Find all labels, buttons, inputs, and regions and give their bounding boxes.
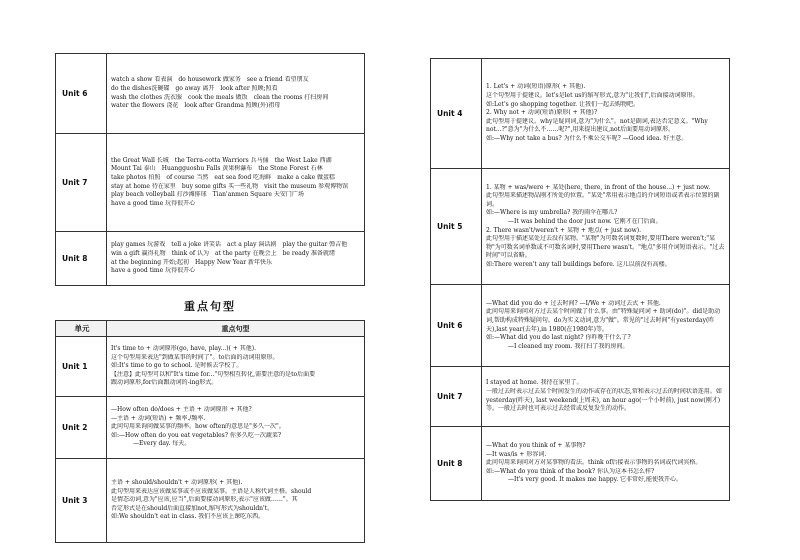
content-line: 如:—How often do you eat vegetables? 你多久吃一次蔬菜?: [111, 431, 282, 439]
content-line: 【注意】此句型可以和"It's time for..."句型相互转化,需要注意的是to后面要: [111, 370, 316, 378]
row-content: [482, 367, 730, 427]
content-line: take photos 拍照 of course 当然 eat sea food 吃海鲜 make a cake 做蛋糕: [111, 173, 336, 181]
content-line: 否定形式是在should后面直接加not,缩写形式为shouldn't。: [111, 504, 274, 512]
left-page: [55, 0, 365, 543]
content-line: play games 玩游戏 tell a joke 讲笑话 act a play 演话剧 play the guitar 弹吉他: [111, 241, 348, 249]
content-line: —What do you think of + 某事物?: [486, 442, 586, 450]
content-line: —What did you do + 过去时间? —I/We + 动词过去式 + 其他.: [486, 299, 661, 307]
content-line: —主语 + 动词(短语) + 频率./频率.: [111, 414, 206, 422]
content-line: 此问句用来询问对方过去某个时间做了什么事。由"特殊疑问词 + 助词(do)"。did是助动词,帮助构成特殊疑问句。do为实义动词,意为"做"。常见的"过去时间"有yesterday(昨天),last year(去年),in 1980(在1980年)等。: [486, 308, 721, 333]
content-line: It's time to + 动词原形(go, have, play...)( + 其他).: [111, 345, 256, 353]
row-content: [107, 459, 365, 543]
content-line: —I cleaned my room. 我打扫了我的房间。: [496, 342, 629, 350]
row-content: [107, 54, 365, 134]
unit-label: Unit 2: [56, 397, 107, 459]
table-row: [56, 232, 365, 286]
content-line: 此句型用于提建议。why是疑问词,意为"为什么"。not是副词,表达否定意义。"Why not...?"意为"为什么不……呢?",用来提出建议,not后面要用动词原形。: [486, 117, 708, 134]
content-line: —It was behind the door just now. 它刚才在门后面。: [496, 217, 662, 225]
content-line: 主语 + should/shouldn't + 动词原形( + 其他).: [111, 479, 243, 487]
content-line: do the dishes洗碗碟 go away 离开 look after 照顾;照看: [111, 84, 278, 92]
row-content: [482, 285, 730, 367]
table-row: [431, 59, 730, 169]
row-content: [482, 59, 730, 169]
unit-label: Unit 6: [431, 285, 482, 367]
content-line: 如:—Why not take a bus? 为什么不乘公交车呢? —Good idea. 好主意。: [486, 134, 688, 142]
table-row: [56, 337, 365, 397]
content-line: have a good time 玩得很开心: [111, 267, 196, 275]
unit-label: Unit 4: [431, 59, 482, 169]
content-line: 是情态动词,意为"应该,应当",后面要接动词原形,表示"应该做……"。其: [111, 496, 298, 504]
content-line: 1. 某物 + was/were + 某处(here, there, in front of the house...) + just now.: [486, 183, 711, 191]
row-content: [482, 427, 730, 501]
unit-label: Unit 7: [56, 134, 107, 232]
content-line: 1. Let's + 动词(短语)原形( + 其他).: [486, 83, 586, 91]
row-content: [107, 337, 365, 397]
row-content: [107, 134, 365, 232]
content-line: stay at home 待在家里 buy some gifts 买一些礼物 visit the museum 参观博物馆: [111, 182, 349, 190]
table-row: [56, 397, 365, 459]
content-line: watch a show 看表演 do housework 做家务 see a friend 看望朋友: [111, 76, 309, 84]
content-line: —It was/is + 形容词.: [486, 450, 547, 458]
table-header: [56, 321, 365, 337]
unit-label: Unit 3: [56, 459, 107, 543]
right-page: [430, 0, 730, 501]
unit-label: Unit 5: [431, 169, 482, 285]
content-line: 如:—What did you do last night? 你昨晚干什么了?: [486, 334, 631, 342]
table-row: [431, 427, 730, 501]
row-content: [482, 169, 730, 285]
content-line: 如:We shouldn't eat in class. 我们不应该上课吃东西。: [111, 513, 265, 521]
content-line: have a good time 玩得很开心: [111, 199, 196, 207]
sentence-table-right: [430, 58, 730, 501]
row-content: [107, 232, 365, 286]
content-line: wash the clothes 洗衣服 cook the meals 做饭 clean the rooms 打扫房间: [111, 93, 329, 101]
unit-label: Unit 8: [431, 427, 482, 501]
content-line: 2. Why not + 动词(短语)原形( + 其他)?: [486, 109, 598, 117]
header-pattern: 重点句型: [107, 321, 365, 337]
content-line: 此句型用来表达应该做某事或不应该做某事。主语是人称代词主格。should: [111, 487, 312, 495]
sentence-table-left: [55, 320, 365, 543]
unit-label: Unit 1: [56, 337, 107, 397]
content-line: the Great Wall 长城 the Terra-cotta Warriors 兵马俑 the West Lake 西湖: [111, 156, 332, 164]
content-line: 如:Let's go shopping together. 让我们一起去购物吧。: [486, 100, 639, 108]
content-line: at the beginning 开始;起初 Happy New Year 新年快乐: [111, 258, 273, 266]
unit-label: Unit 6: [56, 54, 107, 134]
content-line: —How often do/does + 主语 + 动词原形 + 其他?: [111, 406, 252, 414]
content-line: 这个句型用来表达"到做某事的时间了"。to后面的动词用原形。: [111, 353, 279, 361]
row-content: [107, 397, 365, 459]
content-line: 如:—What do you think of the book? 你认为这本书怎么样?: [486, 467, 655, 475]
table-row: [56, 459, 365, 543]
content-line: 此句型用来描述物品刚才所处的位置。"某处"常用表示地点的介词短语或者表示位置的副词。: [486, 192, 720, 208]
table-row: [56, 134, 365, 232]
content-line: 如:It's time to go to school. 是时候去学校了。: [111, 362, 243, 370]
unit-label: Unit 8: [56, 232, 107, 286]
section-title: 重点句型: [184, 300, 236, 313]
content-line: 如:There weren't any tall buildings before. 这儿以前没有高楼。: [486, 260, 671, 268]
content-line: 此问句用来询问做某事的频率。how often的意思是"多久一次"。: [111, 423, 285, 431]
content-line: 跟动词原形,for后面跟动词的-ing形式。: [111, 379, 218, 387]
header-unit: 单元: [56, 321, 107, 337]
content-line: win a gift 赢得礼物 think of 认为 at the party 在晚会上 be ready 准备就绪: [111, 249, 336, 257]
content-line: 这个句型用于提建议。let's是let us的缩写形式,意为"让我们",后面接动词原形。: [486, 92, 699, 100]
content-line: 一般过去时表示过去某个时间发生的动作或存在的状态,常和表示过去的时间状语连用。如yesterday(昨天), last weekend(上周末), an hour ago(一个小时前), just now(刚才)等。一般过去时也可表示过去经常或反复发生的动作。: [486, 387, 722, 413]
content-line: 此问句用来询问对方对某事物的看法。think of后接表示事物的名词或代词宾格。: [486, 459, 702, 467]
table-row: [431, 169, 730, 285]
content-line: water the flowers 浇花 look after Grandma 照顾(外)祖母: [111, 102, 281, 110]
content-line: —It's very good. It makes me happy. 它非常好,能使我开心。: [496, 476, 682, 484]
content-line: play beach volleyball 打沙滩排球 Tian'anmen Square 天安门广场: [111, 191, 304, 199]
content-line: 如:—Where is my umbrella? 我的雨伞在哪儿?: [486, 209, 618, 217]
content-line: —Every day. 每天。: [121, 440, 191, 448]
content-line: 2. There wasn't/weren't + 某物 + 地点( + just now).: [486, 226, 641, 234]
content-line: 此句型用于描述某处过去没有某物。"某物"为可数名词复数时,要用There weren't;"某物"为可数名词单数或不可数名词时,要用There wasn't。"地点"多用介词短语表示。"过去时间"可以省略。: [486, 235, 725, 260]
table-row: [56, 54, 365, 134]
content-line: Mount Tai 泰山 Huangguoshu Falls 黄果树瀑布 the Stone Forest 石林: [111, 165, 323, 173]
content-line: I stayed at home. 我待在家里了。: [486, 379, 583, 387]
table-row: [431, 285, 730, 367]
unit-label: Unit 7: [431, 367, 482, 427]
table-row: [431, 367, 730, 427]
vocab-table: [55, 53, 365, 286]
